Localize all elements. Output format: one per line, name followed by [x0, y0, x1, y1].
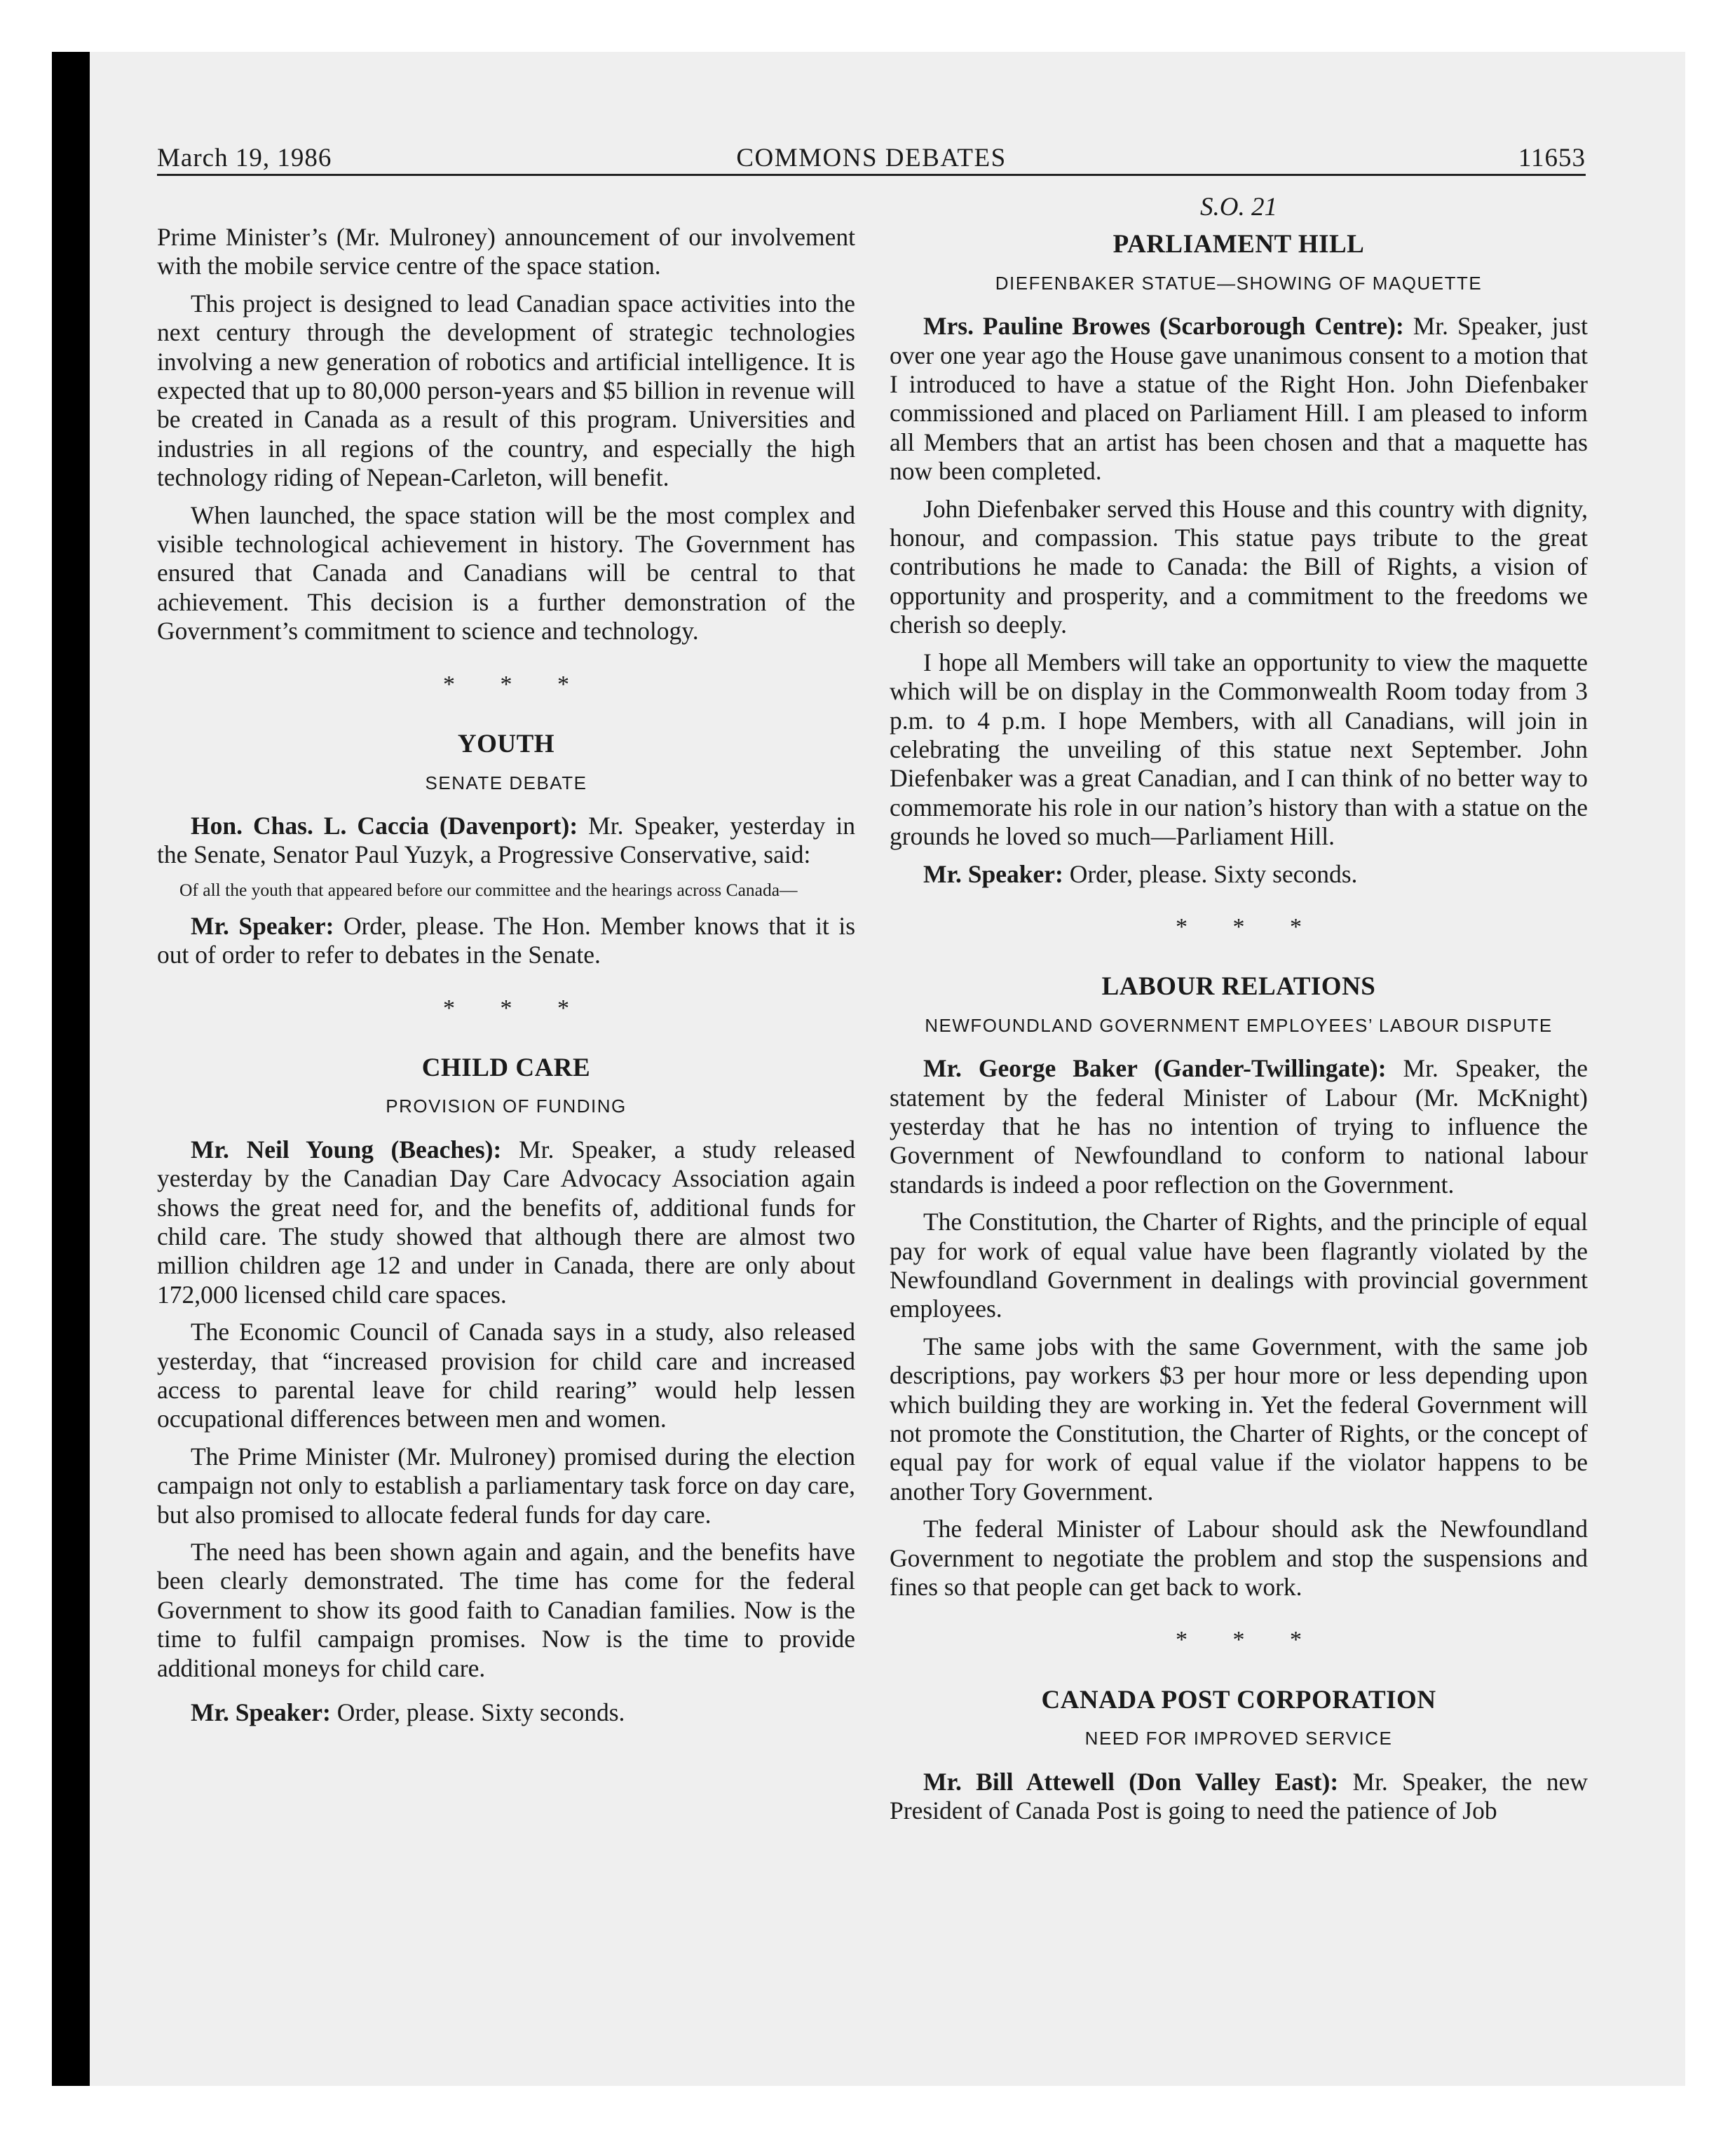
paragraph: The federal Minister of Labour should ask the Newfoundland Government to negotiate the problem and stop the suspensions and fines so that people can get back to work.: [890, 1515, 1588, 1602]
paragraph: When launched, the space station will be the most complex and visible technological achievement in history. The Government has ensured that Canada and Canadians will be central to that achievement. This decision is a further demonstration of the Government’s commitment to science and technology.: [157, 500, 855, 646]
section-subheading: PROVISION OF FUNDING: [386, 1096, 627, 1117]
header-date: March 19, 1986: [157, 144, 332, 172]
speech-paragraph: [890, 1054, 1588, 1199]
paragraph: I hope all Members will take an opportunity to view the maquette which will be on display in the Commonwealth Room today from 3 p.m. to 4 p.m. I hope Members, with all Canadians, will join in celebrating the unveiling of this statue next September. John Diefenbaker was a great Canadian, and I can think of no better way to commemorate his role in our nation’s history than with a statue on the grounds he loved so much—Parliament Hill.: [890, 648, 1588, 851]
section-subheading: NEWFOUNDLAND GOVERNMENT EMPLOYEES’ LABOUR DISPUTE: [925, 1014, 1553, 1036]
left-column: [157, 223, 855, 1735]
speech-text: Mr. Speaker, yesterday in the Senate, Senator Paul Yuzyk, a Progressive Conservative, said:: [157, 811, 855, 869]
speech-paragraph: [157, 1698, 855, 1727]
standing-order-label: S.O. 21: [1200, 193, 1277, 221]
paragraph: The need has been shown again and again, and the benefits have been clearly demonstrated. The time has come for the federal Government to show its good faith to Canadian families. Now is the time to fulfil campaign promises. Now is the time to provide additional moneys for child care.: [157, 1538, 855, 1682]
section-separator: * * *: [443, 671, 589, 697]
paragraph: The Constitution, the Charter of Rights, and the principle of equal pay for work of equal value have been flagrantly violated by the Newfoundland Government in dealings with provincial government employees.: [890, 1208, 1588, 1323]
speaker-name: Mrs. Pauline Browes (Scarborough Centre):: [923, 312, 1404, 341]
speaker-name: Hon. Chas. L. Caccia (Davenport):: [191, 811, 578, 840]
binding-edge: [52, 52, 90, 2086]
page-header: [157, 140, 1586, 176]
section-heading-parliament-hill: PARLIAMENT HILL: [1113, 230, 1365, 259]
section-heading-labour-relations: LABOUR RELATIONS: [1101, 972, 1376, 1002]
quotation: Of all the youth that appeared before our committee and the hearings across Canada—: [179, 879, 798, 900]
paragraph: The Prime Minister (Mr. Mulroney) promised during the election campaign not only to establish a parliamentary task force on day care, but also promised to allocate federal funds for day care.: [157, 1442, 855, 1529]
section-separator: * * *: [443, 995, 589, 1021]
speech-text: Order, please. Sixty seconds.: [330, 1698, 625, 1727]
speech-text: Mr. Speaker, just over one year ago the House gave unanimous consent to a motion that I introduced to have a statue of the Right Hon. John Diefenbaker commissioned and placed on Parliament Hill. I am pleased to inform all Members that an artist has been chosen and that a maquette has now been completed.: [890, 312, 1588, 486]
speech-paragraph: [157, 1135, 855, 1309]
section-heading-canada-post: CANADA POST CORPORATION: [1041, 1685, 1436, 1714]
section-subheading: SENATE DEBATE: [425, 772, 587, 793]
paragraph: Prime Minister’s (Mr. Mulroney) announcement of our involvement with the mobile service centre of the space station.: [157, 223, 855, 280]
speech-text: Mr. Speaker, a study released yesterday by the Canadian Day Care Advocacy Association again shows the great need for, and the benefits of, additional funds for child care. The study showed that although there are almost two million children age 12 and under in Canada, there are only about 172,000 licensed child care spaces.: [157, 1135, 856, 1309]
section-heading-youth: YOUTH: [457, 730, 555, 759]
paragraph: This project is designed to lead Canadian space activities into the next century through the development of strategic technologies involving a new generation of robotics and artificial intelligence. It is expected that up to 80,000 person-years and $5 billion in revenue will be created in Canada as a result of this program. Universities and industries in all regions of the country, and especially the high technology riding of Nepean-Carleton, will benefit.: [157, 289, 855, 492]
section-separator: * * *: [1176, 1627, 1321, 1653]
speech-paragraph: [157, 912, 855, 970]
speech-paragraph: [890, 1768, 1588, 1826]
section-subheading: NEED FOR IMPROVED SERVICE: [1084, 1728, 1393, 1749]
speech-text: Mr. Speaker, the statement by the federal Minister of Labour (Mr. McKnight) yesterday that he has no intention of trying to influence the Government of Newfoundland to conform to national labour standards is indeed a poor reflection on the Government.: [890, 1054, 1588, 1199]
speaker-name: Mr. Neil Young (Beaches):: [191, 1135, 502, 1164]
speaker-name: Mr. Speaker:: [923, 859, 1063, 888]
section-heading-child-care: CHILD CARE: [421, 1053, 591, 1082]
speech-paragraph: [890, 312, 1588, 486]
section-subheading: DIEFENBAKER STATUE—SHOWING OF MAQUETTE: [995, 272, 1483, 294]
right-column: [890, 193, 1588, 1834]
paragraph: John Diefenbaker served this House and this country with dignity, honour, and compassion. This statue pays tribute to the great contributions he made to Canada: the Bill of Rights, a vision of opportunity and prosperity, and a commitment to the freedoms we cherish so deeply.: [890, 494, 1588, 639]
header-page-number: 11653: [1518, 144, 1586, 172]
section-separator: * * *: [1176, 913, 1321, 940]
speech-paragraph: [157, 812, 855, 870]
paragraph: The same jobs with the same Government, with the same job descriptions, pay workers $3 per hour more or less depending upon which building they are working in. Yet the federal Government will not promote the Constitution, the Charter of Rights, or the concept of equal pay for work of equal value if the violator happens to be another Tory Government.: [890, 1332, 1588, 1506]
speech-text: Order, please. Sixty seconds.: [1063, 859, 1358, 888]
speech-text: Mr. Speaker, the new President of Canada Post is going to need the patience of Job: [890, 1767, 1588, 1825]
speech-text: Order, please. The Hon. Member knows that it is out of order to refer to debates in the Senate.: [157, 911, 856, 969]
header-title: COMMONS DEBATES: [736, 144, 1007, 172]
speaker-name: Mr. Speaker:: [191, 1698, 331, 1727]
speaker-name: Mr. George Baker (Gander-Twillingate):: [923, 1054, 1387, 1083]
speaker-name: Mr. Bill Attewell (Don Valley East):: [923, 1767, 1339, 1796]
paragraph: The Economic Council of Canada says in a study, also released yesterday, that “increased provision for child care and increased access to parental leave for child rearing” would help lessen occupational differences between men and women.: [157, 1318, 855, 1433]
speaker-name: Mr. Speaker:: [191, 911, 334, 940]
speech-paragraph: [890, 860, 1588, 889]
